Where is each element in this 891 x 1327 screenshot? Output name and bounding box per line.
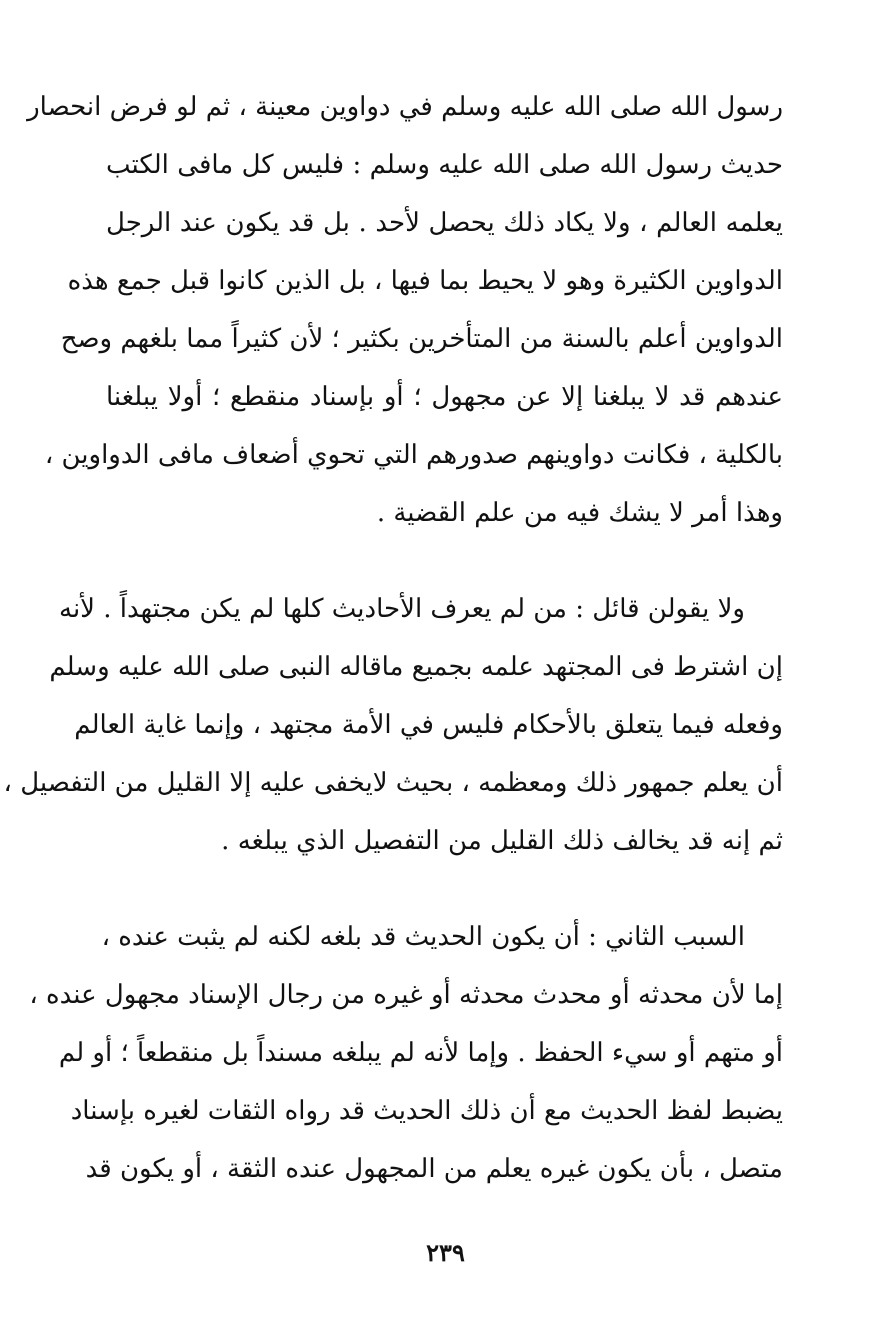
text-line: متصل ، بأن يكون غيره يعلم من المجهول عنده الثقة ، أو يكون قد xyxy=(85,1154,783,1184)
text-line: إما لأن محدثه أو محدث محدثه أو غيره من رجال الإسناد مجهول عنده ، xyxy=(29,980,783,1010)
paragraph-2 xyxy=(3,580,783,870)
text-line: يضبط لفظ الحديث مع أن ذلك الحديث قد رواه الثقات لغيره بإسناد xyxy=(70,1096,783,1126)
text-line: الدواوين أعلم بالسنة من المتأخرين بكثير ؛ لأن كثيراً مما بلغهم وصح xyxy=(60,324,783,354)
text-line: وهذا أمر لا يشك فيه من علم القضية . xyxy=(376,498,783,528)
text-line: أن يعلم جمهور ذلك ومعظمه ، بحيث لايخفى عليه إلا القليل من التفصيل ، xyxy=(3,768,783,798)
text-line: رسول الله صلى الله عليه وسلم في دواوين معينة ، ثم لو فرض انحصار xyxy=(27,92,783,122)
text-line: ثم إنه قد يخالف ذلك القليل من التفصيل الذي يبلغه . xyxy=(221,826,783,856)
paragraph-gap xyxy=(106,870,783,908)
text-line: السبب الثاني : أن يكون الحديث قد بلغه لكنه لم يثبت عنده ، xyxy=(101,922,745,952)
text-line: حديث رسول الله صلى الله عليه وسلم : فليس كل مافى الكتب xyxy=(106,150,783,180)
page-number: ٢٣٩ xyxy=(426,1238,465,1267)
text-line: أو متهم أو سيء الحفظ . وإما لأنه لم يبلغه مسنداً بل منقطعاً ؛ أو لم xyxy=(58,1038,783,1068)
text-line: ولا يقولن قائل : من لم يعرف الأحاديث كلها لم يكن مجتهداً . لأنه xyxy=(59,594,745,624)
text-line: الدواوين الكثيرة وهو لا يحيط بما فيها ، بل الذين كانوا قبل جمع هذه xyxy=(67,266,783,296)
text-line: وفعله فيما يتعلق بالأحكام فليس في الأمة مجتهد ، وإنما غاية العالم xyxy=(74,710,783,740)
text-line: بالكلية ، فكانت دواوينهم صدورهم التي تحوي أضعاف مافى الدواوين ، xyxy=(44,440,783,470)
text-line: عندهم قد لا يبلغنا إلا عن مجهول ؛ أو بإسناد منقطع ؛ أولا يبلغنا xyxy=(106,382,783,412)
paragraph-3 xyxy=(29,908,783,1198)
page-body xyxy=(3,78,783,1198)
paragraph-1 xyxy=(27,78,783,542)
paragraph-gap xyxy=(106,542,783,580)
text-line: إن اشترط فى المجتهد علمه بجميع ماقاله النبى صلى الله عليه وسلم xyxy=(49,652,783,682)
text-line: يعلمه العالم ، ولا يكاد ذلك يحصل لأحد . بل قد يكون عند الرجل xyxy=(106,208,783,238)
